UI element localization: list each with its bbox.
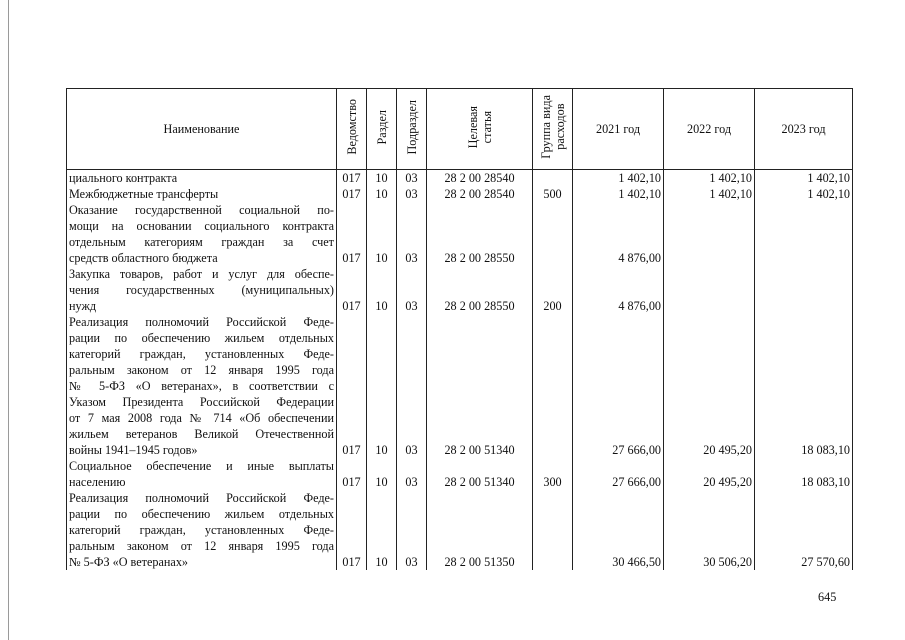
row-name-line: отдельным категориям граждан за счет <box>69 235 334 249</box>
row-name-line: Реализация полномочий Российской Феде- <box>69 491 334 505</box>
row-name-line: рации по обеспечению жильем отдельных <box>69 331 334 345</box>
row-name <box>67 314 337 458</box>
row-name-line: ральным законом от 12 января 1995 года <box>69 363 334 377</box>
row-celevaya-statya: 28 2 00 28550 <box>427 266 533 314</box>
row-razdel: 10 <box>367 314 397 458</box>
header-razdel: Раздел <box>367 89 397 170</box>
table-row <box>67 202 853 266</box>
row-value-2021: 27 666,00 <box>573 314 664 458</box>
row-razdel: 10 <box>367 170 397 187</box>
row-vedomstvo: 017 <box>337 314 367 458</box>
row-value-2021: 4 876,00 <box>573 202 664 266</box>
row-gruppa-vida <box>533 490 573 570</box>
row-value-2021: 1 402,10 <box>573 186 664 202</box>
row-podrazdel: 03 <box>397 314 427 458</box>
row-value-2023: 1 402,10 <box>755 186 853 202</box>
row-name-line: чения государственных (муниципальных) <box>69 283 334 297</box>
table-row <box>67 314 853 458</box>
row-celevaya-statya: 28 2 00 28540 <box>427 186 533 202</box>
header-celevaya-statya: Целевая статья <box>427 89 533 170</box>
row-podrazdel: 03 <box>397 186 427 202</box>
row-name-line: Оказание государственной социальной по- <box>69 203 334 217</box>
row-value-2022: 1 402,10 <box>664 186 755 202</box>
row-value-2022: 20 495,20 <box>664 458 755 490</box>
row-razdel: 10 <box>367 458 397 490</box>
row-name-line: № 5-ФЗ «О ветеранах», в соответствии с <box>69 379 334 393</box>
header-vedomstvo: Ведомство <box>337 89 367 170</box>
row-name-line: мощи на основании социального контракта <box>69 219 334 233</box>
row-value-2022: 20 495,20 <box>664 314 755 458</box>
header-2023: 2023 год <box>755 89 853 170</box>
row-gruppa-vida <box>533 170 573 187</box>
row-name-line: категорий граждан, установленных Феде- <box>69 347 334 361</box>
row-podrazdel: 03 <box>397 490 427 570</box>
row-value-2021: 4 876,00 <box>573 266 664 314</box>
row-name-line: средств областного бюджета <box>69 251 218 265</box>
table-row <box>67 170 853 187</box>
row-razdel: 10 <box>367 186 397 202</box>
row-value-2023 <box>755 266 853 314</box>
header-podrazdel: Подраздел <box>397 89 427 170</box>
row-value-2022: 1 402,10 <box>664 170 755 187</box>
row-name <box>67 170 337 187</box>
row-value-2021: 1 402,10 <box>573 170 664 187</box>
row-name-line: населению <box>69 475 126 489</box>
row-value-2022: 30 506,20 <box>664 490 755 570</box>
table-row <box>67 186 853 202</box>
row-name-line: циального контракта <box>69 171 178 185</box>
header-2021: 2021 год <box>573 89 664 170</box>
row-name-line: нужд <box>69 299 97 313</box>
header-gruppa-vida-rashodov: Группа вида расходов <box>533 89 573 170</box>
row-name-line: Закупка товаров, работ и услуг для обеспе- <box>69 267 334 281</box>
row-value-2023: 18 083,10 <box>755 314 853 458</box>
row-name-line: Социальное обеспечение и иные выплаты <box>69 459 334 473</box>
row-podrazdel: 03 <box>397 170 427 187</box>
row-value-2021: 30 466,50 <box>573 490 664 570</box>
row-value-2021: 27 666,00 <box>573 458 664 490</box>
row-razdel: 10 <box>367 202 397 266</box>
row-podrazdel: 03 <box>397 458 427 490</box>
row-vedomstvo: 017 <box>337 202 367 266</box>
row-value-2023: 18 083,10 <box>755 458 853 490</box>
row-name <box>67 186 337 202</box>
row-vedomstvo: 017 <box>337 186 367 202</box>
row-name <box>67 458 337 490</box>
row-value-2023 <box>755 202 853 266</box>
row-name-line: категорий граждан, установленных Феде- <box>69 523 334 537</box>
table-row <box>67 490 853 570</box>
row-name <box>67 266 337 314</box>
row-vedomstvo: 017 <box>337 458 367 490</box>
row-razdel: 10 <box>367 490 397 570</box>
row-vedomstvo: 017 <box>337 490 367 570</box>
row-gruppa-vida: 200 <box>533 266 573 314</box>
row-gruppa-vida: 300 <box>533 458 573 490</box>
row-celevaya-statya: 28 2 00 28540 <box>427 170 533 187</box>
table-header-row <box>67 89 853 170</box>
row-value-2023: 27 570,60 <box>755 490 853 570</box>
row-name-line: Указом Президента Российской Федерации <box>69 395 334 409</box>
row-name <box>67 490 337 570</box>
row-value-2022 <box>664 266 755 314</box>
row-name-line: от 7 мая 2008 года № 714 «Об обеспечении <box>69 411 334 425</box>
row-name-line: войны 1941–1945 годов» <box>69 443 198 457</box>
row-razdel: 10 <box>367 266 397 314</box>
row-celevaya-statya: 28 2 00 51350 <box>427 490 533 570</box>
row-value-2022 <box>664 202 755 266</box>
row-name-line: жильем ветеранов Великой Отечественной <box>69 427 334 441</box>
row-name-line: Межбюджетные трансферты <box>69 187 219 201</box>
row-gruppa-vida <box>533 202 573 266</box>
row-podrazdel: 03 <box>397 266 427 314</box>
row-name <box>67 202 337 266</box>
row-value-2023: 1 402,10 <box>755 170 853 187</box>
row-name-line: рации по обеспечению жильем отдельных <box>69 507 334 521</box>
table-row <box>67 458 853 490</box>
row-gruppa-vida: 500 <box>533 186 573 202</box>
row-podrazdel: 03 <box>397 202 427 266</box>
row-gruppa-vida <box>533 314 573 458</box>
row-celevaya-statya: 28 2 00 51340 <box>427 458 533 490</box>
page-number: 645 <box>818 590 837 604</box>
budget-table <box>66 88 853 570</box>
table-row <box>67 266 853 314</box>
row-name-line: Реализация полномочий Российской Феде- <box>69 315 334 329</box>
scan-edge-line <box>8 0 9 640</box>
header-2022: 2022 год <box>664 89 755 170</box>
row-vedomstvo: 017 <box>337 266 367 314</box>
row-name-line: ральным законом от 12 января 1995 года <box>69 539 334 553</box>
row-celevaya-statya: 28 2 00 28550 <box>427 202 533 266</box>
row-celevaya-statya: 28 2 00 51340 <box>427 314 533 458</box>
header-name: Наименование <box>67 89 337 170</box>
row-vedomstvo: 017 <box>337 170 367 187</box>
row-name-line: № 5-ФЗ «О ветеранах» <box>69 555 189 569</box>
